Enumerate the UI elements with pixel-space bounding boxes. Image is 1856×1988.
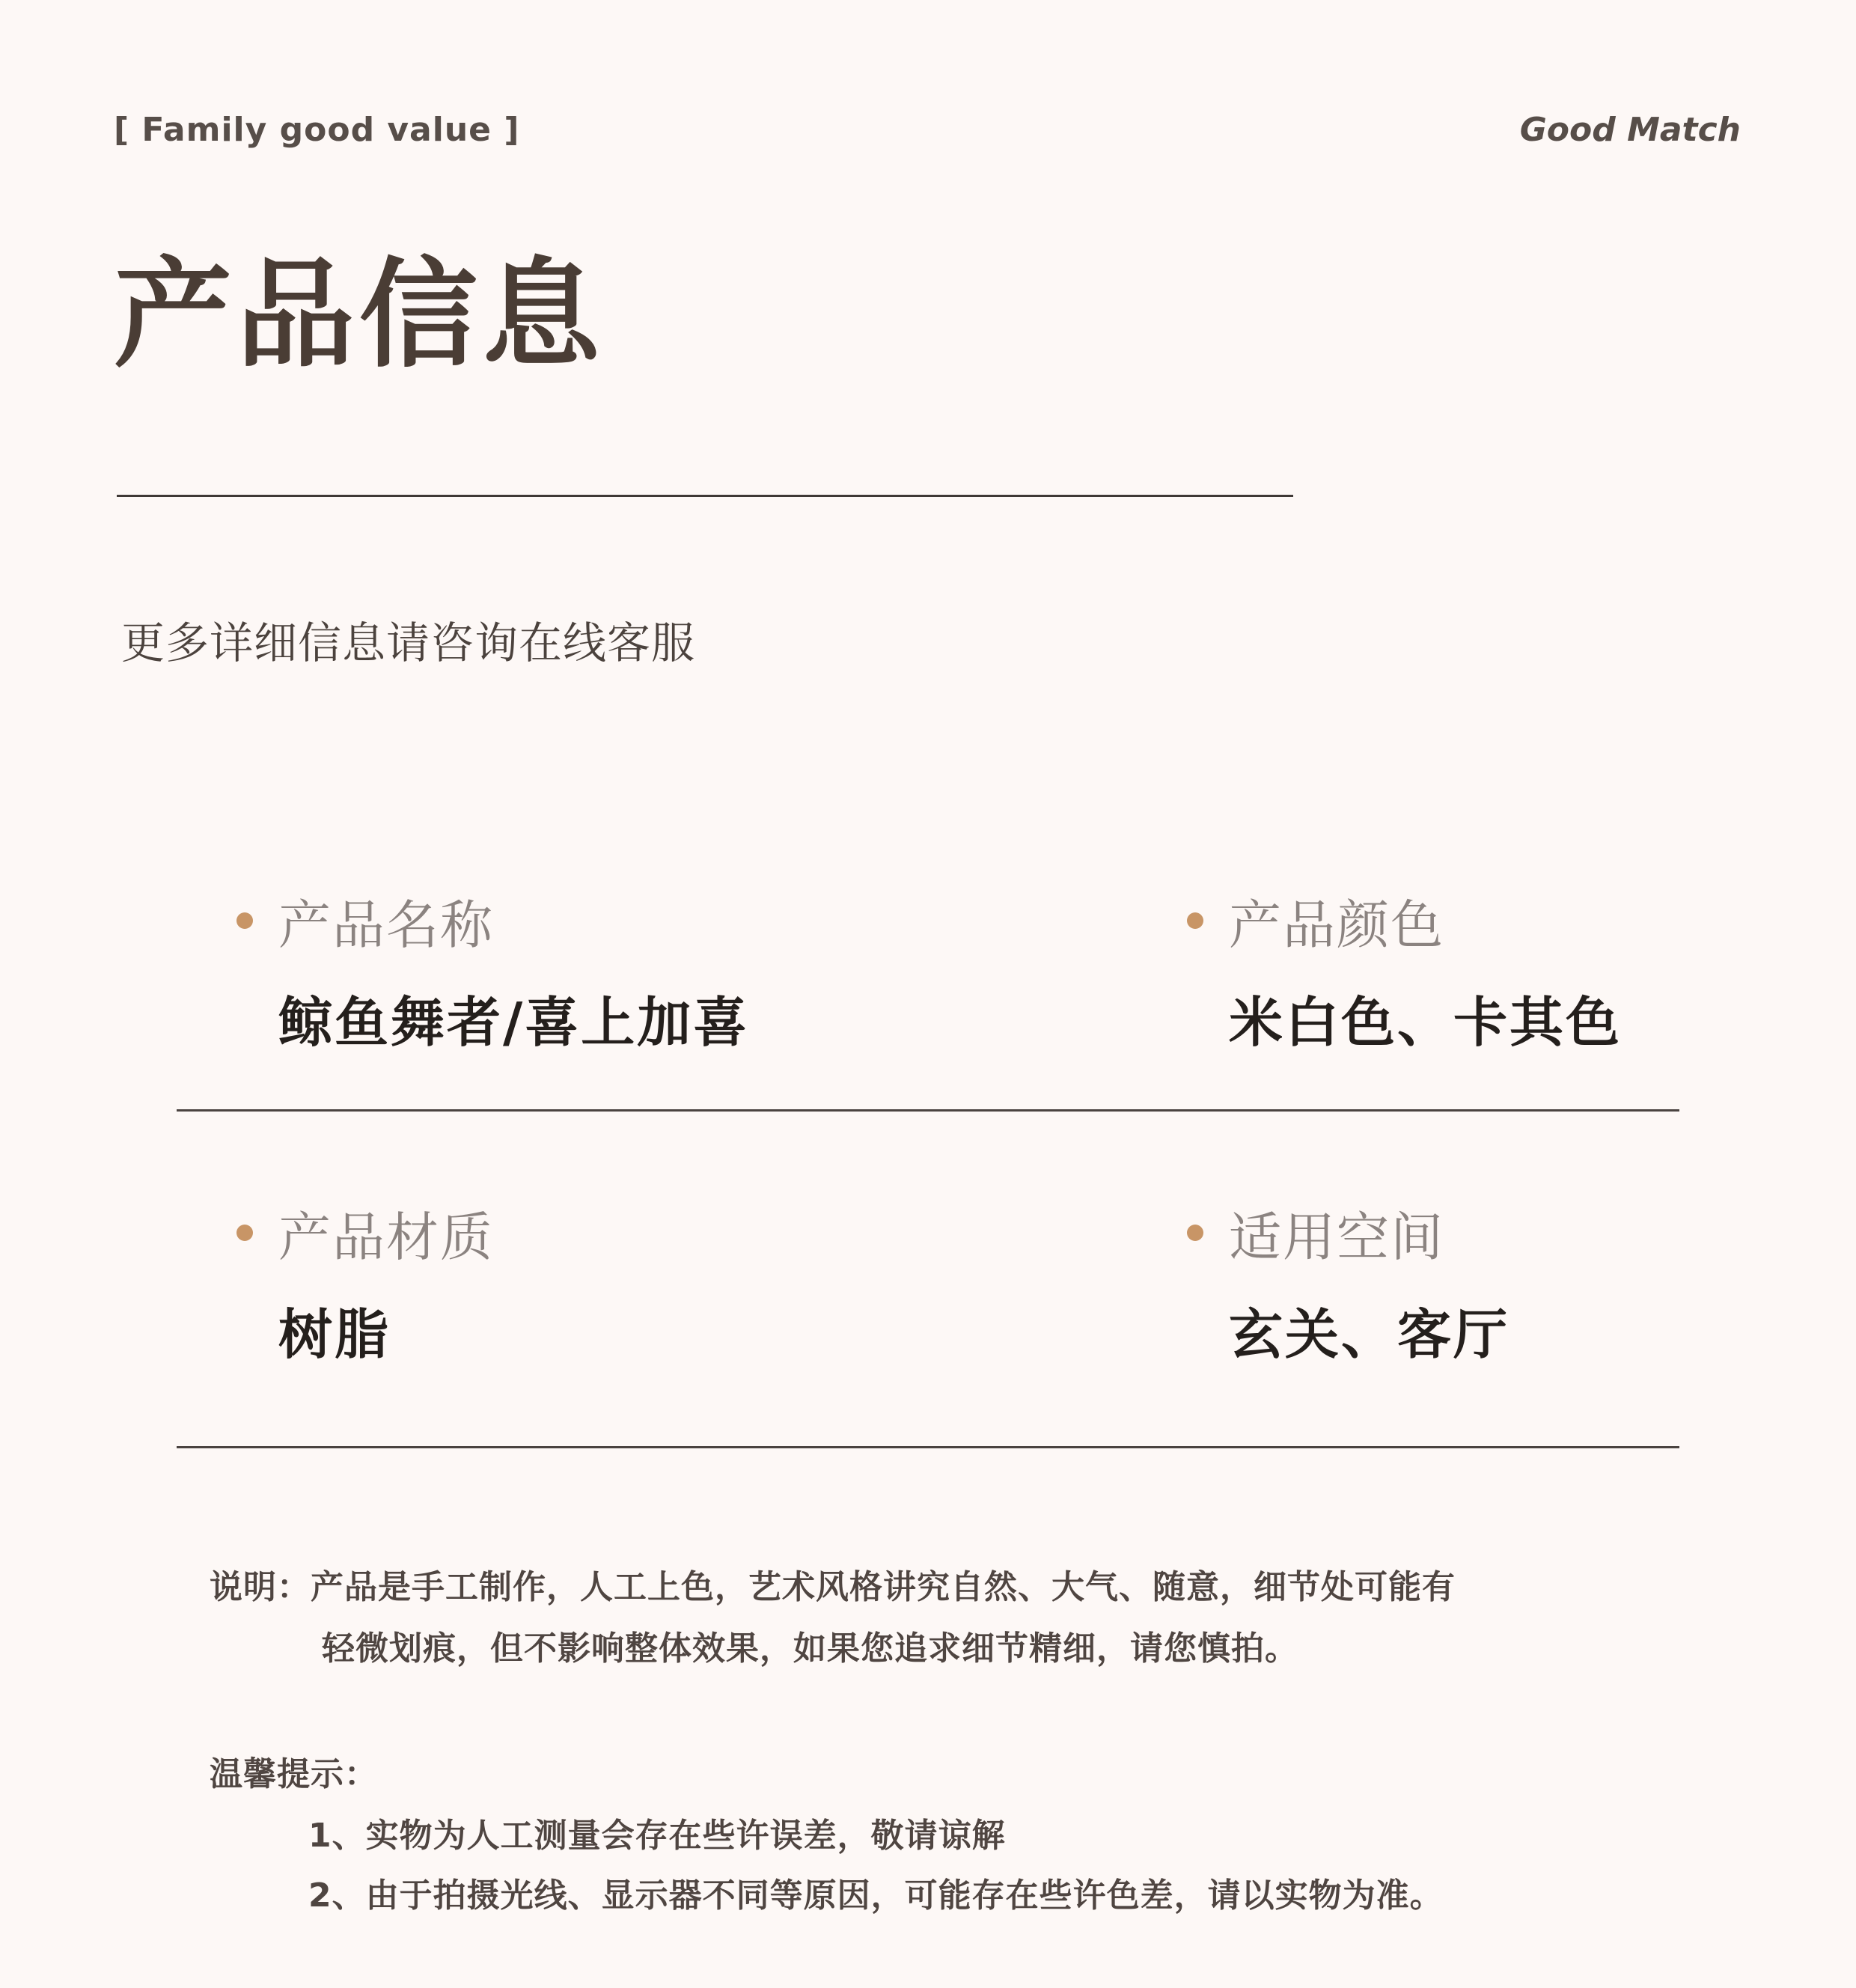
page-subtitle: 更多详细信息请咨询在线客服	[121, 618, 696, 668]
title-divider	[117, 495, 1293, 497]
usage-space-label: 适用空间	[1229, 1206, 1444, 1268]
info-item-product-color	[1187, 889, 1622, 1057]
row-divider	[177, 1446, 1679, 1448]
bullet-dot-icon	[236, 1225, 253, 1241]
bullet-dot-icon	[1187, 1225, 1203, 1241]
info-item-product-name	[236, 889, 749, 1057]
explanation-line-1: 说明：产品是手工制作，人工上色，艺术风格讲究自然、大气、随意，细节处可能有	[210, 1568, 1456, 1606]
tip-item: 2、由于拍摄光线、显示器不同等原因，可能存在些许色差，请以实物为准。	[308, 1876, 1444, 1915]
product-material-label: 产品材质	[278, 1206, 494, 1268]
product-color-value: 米白色、卡其色	[1229, 991, 1623, 1054]
header-tagline: [ Family good value ]	[114, 111, 520, 149]
product-name-label: 产品名称	[278, 894, 494, 956]
bullet-dot-icon	[236, 912, 253, 929]
product-name-value: 鲸鱼舞者/喜上加喜	[278, 991, 750, 1054]
info-item-usage-space	[1187, 1201, 1509, 1369]
tip-item: 1、实物为人工测量会存在些许误差，敬请谅解	[308, 1817, 1006, 1855]
product-color-label: 产品颜色	[1229, 894, 1444, 956]
bullet-dot-icon	[1187, 912, 1203, 929]
header-brand-tag: Good Match	[1519, 111, 1741, 149]
page-title: 产品信息	[114, 246, 605, 384]
row-divider	[177, 1109, 1679, 1112]
usage-space-value: 玄关、客厅	[1229, 1303, 1510, 1366]
tips-heading: 温馨提示：	[210, 1755, 378, 1793]
explanation-line-2: 轻微划痕，但不影响整体效果，如果您追求细节精细，请您慎拍。	[322, 1629, 1298, 1668]
info-item-product-material	[236, 1201, 494, 1369]
product-material-value: 树脂	[278, 1303, 391, 1366]
